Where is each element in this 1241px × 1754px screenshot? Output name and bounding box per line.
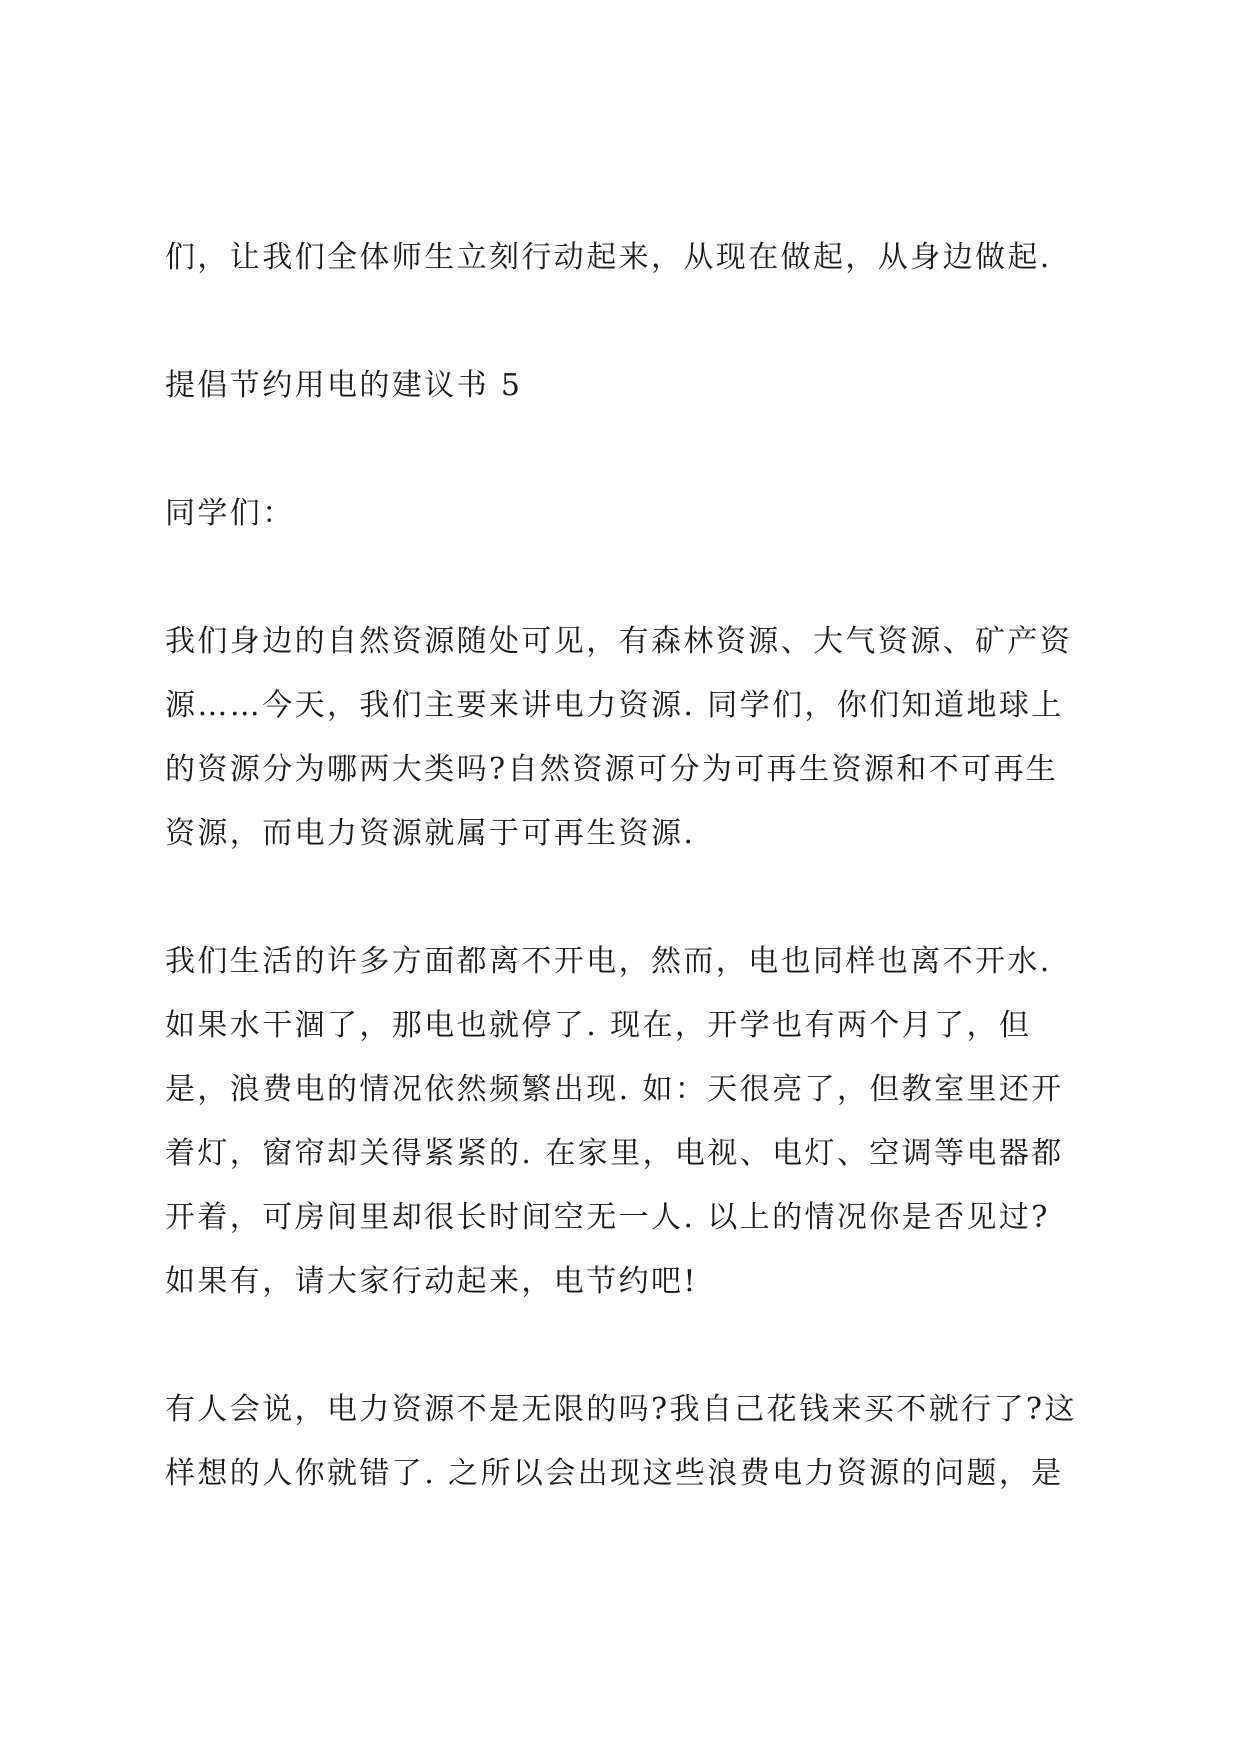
paragraph-gap [165,866,1100,930]
paragraph-gap [165,418,1100,482]
text-line: 我们生活的许多方面都离不开电，然而，电也同样也离不开水. [165,944,1052,979]
text-line: 是，浪费电的情况依然频繁出现. 如：天很亮了，但教室里还开 [165,1072,1064,1107]
text-line: 资源，而电力资源就属于可再生资源. [165,816,696,851]
paragraph-1 [165,610,1100,866]
text-line: 样想的人你就错了. 之所以会出现这些浪费电力资源的问题，是 [165,1456,1064,1491]
salutation-text: 同学们： [165,496,295,531]
salutation [165,482,1100,546]
text-line: 开着，可房间里却很长时间空无一人. 以上的情况你是否见过? [165,1200,1050,1235]
text-line: 如果水干涸了，那电也就停了. 现在，开学也有两个月了，但 [165,1008,1032,1043]
paragraph-3 [165,1378,1100,1506]
text-line: 如果有，请大家行动起来，电节约吧! [165,1264,698,1299]
title-text: 提倡节约用电的建议书 5 [165,368,523,403]
paragraph-gap [165,546,1100,610]
text-line: 有人会说，电力资源不是无限的吗?我自己花钱来买不就行了?这 [165,1392,1077,1427]
section-title [165,354,1100,418]
text-line: 着灯，窗帘却关得紧紧的. 在家里，电视、电灯、空调等电器都 [165,1136,1064,1171]
text-line: 的资源分为哪两大类吗?自然资源可分为可再生资源和不可再生 [165,752,1059,787]
intro-line [165,226,1100,290]
text-line: 源……今天，我们主要来讲电力资源. 同学们，你们知道地球上 [165,688,1064,723]
paragraph-gap [165,1314,1100,1378]
paragraph-gap [165,290,1100,354]
text-line: 我们身边的自然资源随处可见，有森林资源、大气资源、矿产资 [165,624,1073,659]
paragraph-2 [165,930,1100,1314]
document-body [165,226,1100,1506]
text-line: 们，让我们全体师生立刻行动起来，从现在做起，从身边做起. [165,240,1052,275]
